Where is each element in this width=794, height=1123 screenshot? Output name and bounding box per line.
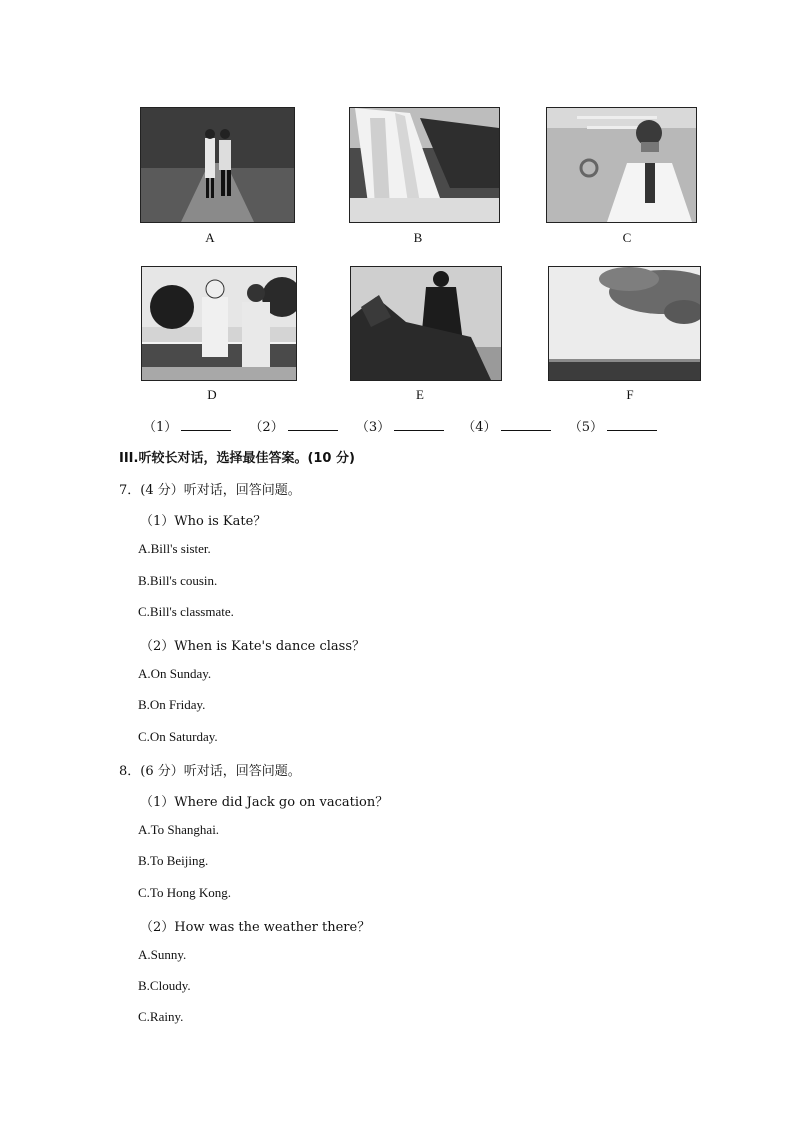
option-c[interactable]: C.Rainy. [138,1009,184,1024]
blank-label: （3） [355,420,391,435]
option-b[interactable]: B.Cloudy. [138,978,191,993]
option-c[interactable]: C.On Saturday. [138,729,218,744]
answer-blank[interactable] [501,418,551,431]
blank-label: （5） [568,420,603,435]
sub-question: （1）Who is Kate？ [140,514,267,529]
answer-blanks [143,416,671,435]
option-b[interactable]: B.Bill's cousin. [138,573,218,588]
option-a[interactable]: A.To Shanghai. [138,822,220,837]
doctor-image [546,107,697,223]
option-a[interactable]: A.Sunny. [138,947,187,962]
sub-question: （2）When is Kate's dance class？ [140,639,366,654]
sub-question: （2）How was the weather there？ [140,920,371,935]
picture-label: D [207,387,217,402]
horse-rider-image [350,266,502,381]
blank-label: （1） [143,420,178,435]
section-title: III.听较长对话，选择最佳答案。(10 分) [119,451,355,466]
sub-question: （1）Where did Jack go on vacation？ [140,795,389,810]
cloudy-sky-image [548,266,701,381]
question-title: 8．(6 分）听对话，回答问题。 [119,764,301,779]
answer-blank[interactable] [607,418,657,431]
picture-label: C [622,230,632,245]
picture-label: F [626,387,634,402]
option-c[interactable]: C.Bill's classmate. [138,604,234,619]
option-b[interactable]: B.On Friday. [138,697,206,712]
blank-label: （4） [462,420,497,435]
option-a[interactable]: A.Bill's sister. [138,541,211,556]
option-a[interactable]: A.On Sunday. [138,666,212,681]
picture-label: A [205,230,215,245]
picture-label: E [416,387,424,402]
answer-blank[interactable] [288,418,338,431]
option-c[interactable]: C.To Hong Kong. [138,885,231,900]
question-title: 7．(4 分）听对话，回答问题。 [119,483,301,498]
picture-label: B [413,230,423,245]
waterfall-image [349,107,500,223]
answer-blank[interactable] [394,418,444,431]
blank-label: （2） [249,420,284,435]
couple-walking-night-image [140,107,295,223]
tennis-players-image [141,266,297,381]
option-b[interactable]: B.To Beijing. [138,853,209,868]
answer-blank[interactable] [181,418,231,431]
